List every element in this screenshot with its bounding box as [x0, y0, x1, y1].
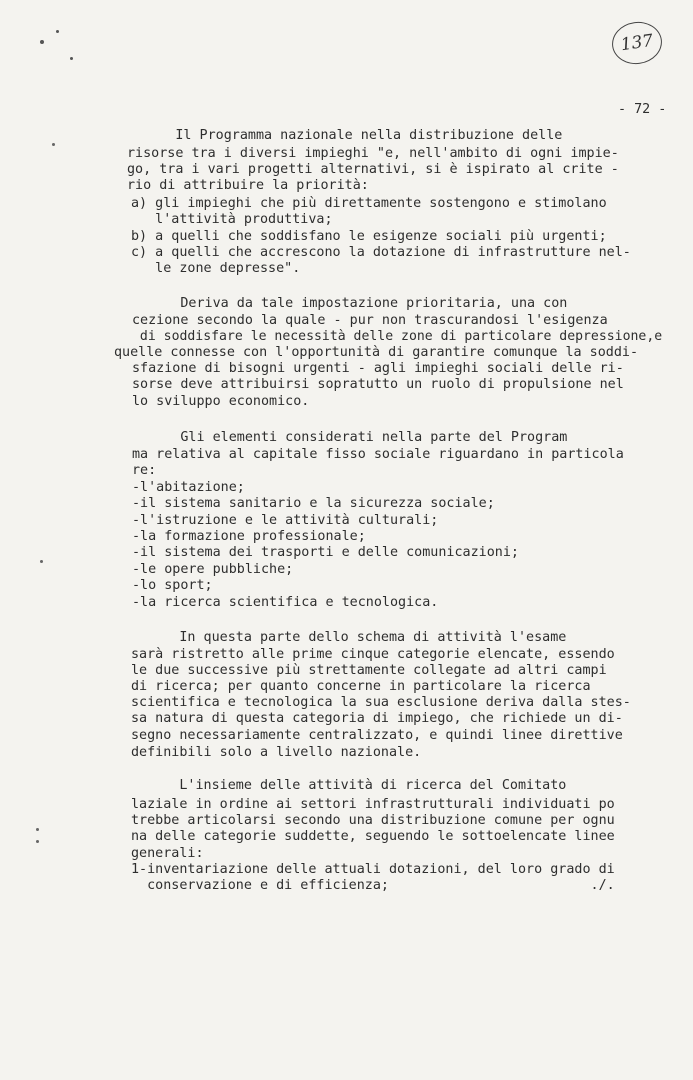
text-line: l'attività produttiva; [131, 212, 333, 227]
text-line: di soddisfare le necessità delle zone di particolare depressione,e [132, 329, 663, 344]
text-line: trebbe articolarsi secondo una distribuzione comune per ognu [131, 813, 615, 828]
text-line: a) gli impieghi che più direttamente sostengono e stimolano [131, 196, 607, 211]
text-line: sfazione di bisogni urgenti - agli impieghi sociali delle ri- [132, 361, 624, 376]
text-line: le due successive più strettamente collegate ad altri campi [131, 663, 607, 678]
margin-mark [52, 143, 55, 146]
text-line: segno necessariamente centralizzato, e quindi linee direttive [131, 728, 623, 743]
text-line: sarà ristretto alle prime cinque categorie elencate, essendo [131, 647, 615, 662]
text-line: -lo sport; [132, 578, 213, 593]
text-line: -l'istruzione e le attività culturali; [132, 513, 439, 528]
scan-speck [70, 57, 73, 60]
text-line: conservazione e di efficienza; ./. [131, 878, 615, 893]
text-line: scientifica e tecnologica la sua esclusione deriva dalla stes- [131, 695, 631, 710]
text-line: -l'abitazione; [132, 480, 245, 495]
text-line: quelle connesse con l'opportunità di garantire comunque la soddi- [114, 345, 639, 360]
text-line: risorse tra i diversi impieghi "e, nell'ambito di ogni impie- [127, 146, 619, 161]
text-line: 1-inventariazione delle attuali dotazioni, del loro grado di [131, 862, 615, 877]
text-line: b) a quelli che soddisfano le esigenze sociali più urgenti; [131, 229, 607, 244]
text-line: go, tra i vari progetti alternativi, si è ispirato al crite - [127, 162, 619, 177]
text-line: In questa parte dello schema di attività l'esame [131, 630, 567, 645]
text-line: -il sistema dei trasporti e delle comunicazioni; [132, 545, 519, 560]
text-line: sorse deve attribuirsi sopratutto un ruolo di propulsione nel [132, 377, 624, 392]
text-line: -la ricerca scientifica e tecnologica. [132, 595, 439, 610]
scan-speck [56, 30, 59, 33]
text-line: c) a quelli che accrescono la dotazione di infrastrutture nel- [131, 245, 631, 260]
text-line: re: [132, 463, 157, 478]
scan-speck [40, 40, 44, 44]
margin-mark [36, 828, 39, 831]
stamp-number: 137 [619, 30, 655, 56]
text-line: cezione secondo la quale - pur non trascurandosi l'esigenza [132, 313, 608, 328]
text-line: ma relativa al capitale fisso sociale riguardano in particola [132, 447, 624, 462]
text-line: na delle categorie suddette, seguendo le sottoelencate linee [131, 829, 615, 844]
text-line: lo sviluppo economico. [132, 394, 310, 409]
text-line: di ricerca; per quanto concerne in particolare la ricerca [131, 679, 591, 694]
text-line: L'insieme delle attività di ricerca del Comitato [131, 778, 567, 793]
text-line: -le opere pubbliche; [132, 562, 294, 577]
page-number: - 72 - [618, 102, 667, 117]
margin-mark [40, 560, 43, 563]
text-line: definibili solo a livello nazionale. [131, 745, 422, 760]
text-line: generali: [131, 846, 204, 861]
text-line: le zone depresse". [131, 261, 301, 276]
text-line: Gli elementi considerati nella parte del Program [132, 430, 568, 445]
text-line: sa natura di questa categoria di impiego, che richiede un di- [131, 711, 623, 726]
margin-mark [36, 840, 39, 843]
page-stamp [609, 19, 664, 68]
text-line: Il Programma nazionale nella distribuzione delle [127, 128, 563, 143]
text-line: Deriva da tale impostazione prioritaria, una con [132, 296, 568, 311]
text-line: laziale in ordine ai settori infrastrutturali individuati po [131, 797, 615, 812]
text-line: -il sistema sanitario e la sicurezza sociale; [132, 496, 495, 511]
text-line: rio di attribuire la priorità: [127, 178, 369, 193]
text-line: -la formazione professionale; [132, 529, 366, 544]
